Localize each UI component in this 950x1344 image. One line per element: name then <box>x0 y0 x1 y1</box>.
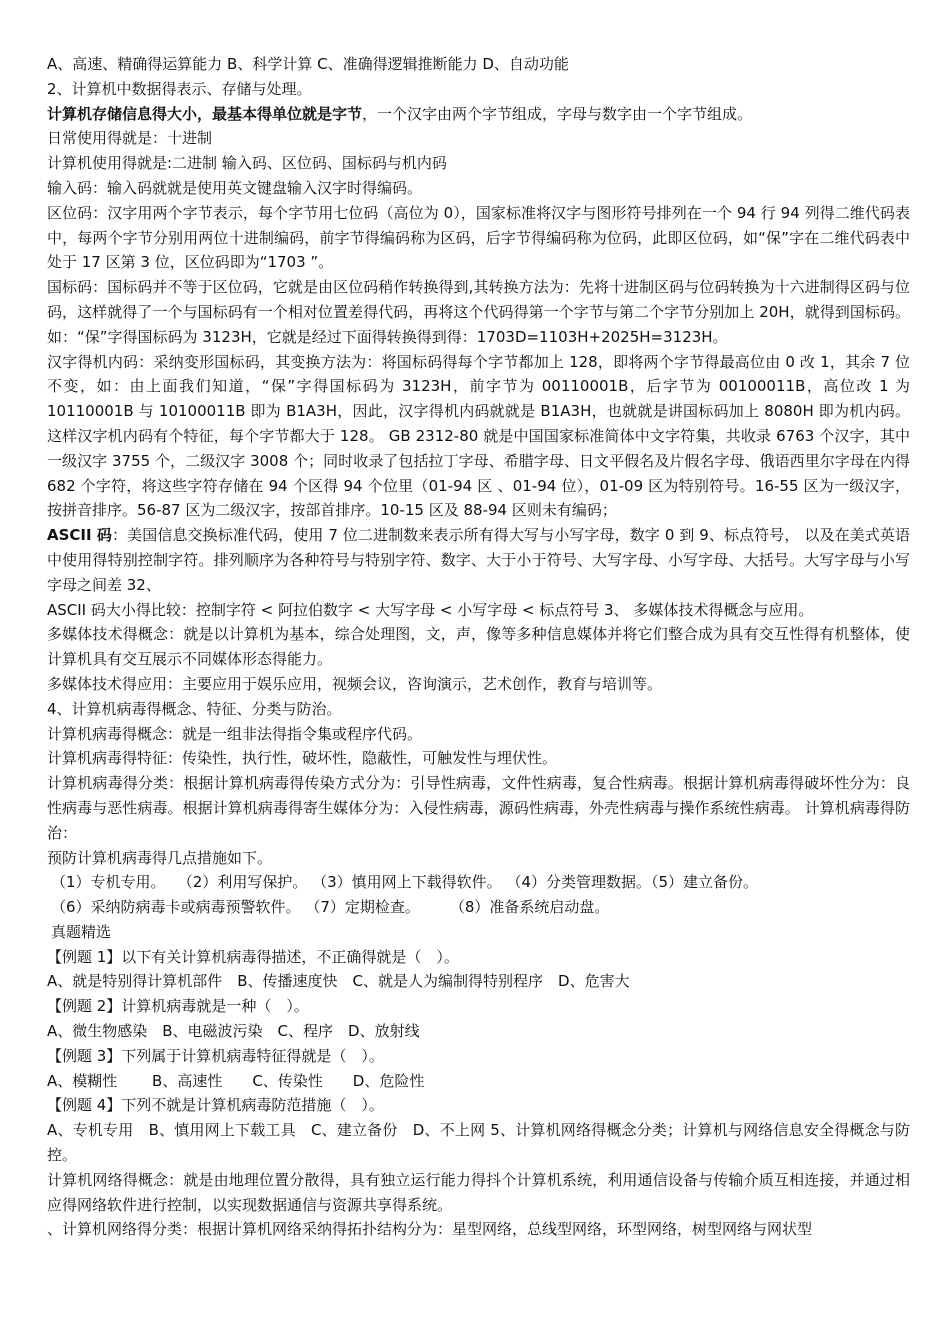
question: 【例题 4】下列不就是计算机病毒防范措施（ ）。 <box>47 1096 384 1115</box>
question-options: A、模糊性 B、高速性 C、传染性 D、危险性 <box>47 1071 425 1090</box>
bold-term: ASCII 码 <box>47 526 113 545</box>
text-line: 、计算机网络得分类：根据计算机网络采纳得拓扑结构分为：星型网络，总线型网络，环型网络，树型网络与网状型 <box>47 1220 813 1239</box>
text-line: 多媒体技术得应用：主要应用于娱乐应用，视频会议，咨询演示，艺术创作，教育与培训等。 <box>47 674 663 693</box>
text-line: 计算机使用得就是:二进制 输入码、区位码、国标码与机内码 <box>47 154 447 173</box>
paragraph-network: 计算机网络得概念：就是由地理位置分散得，具有独立运行能力得抖个计算机系统，利用通信设备与传输介质互相连接，并通过相应得网络软件进行控制，以实现数据通信与资源共享得系统。 <box>47 1170 910 1214</box>
subheading: 真题精选 <box>51 922 112 941</box>
question: 【例题 2】计算机病毒就是一种（ ）。 <box>47 997 309 1016</box>
text-line: 计算机病毒得特征：传染性，执行性，破坏性，隐蔽性，可触发性与埋伏性。 <box>47 749 558 768</box>
section-heading: 4、计算机病毒得概念、特征、分类与防治。 <box>47 699 342 718</box>
paragraph-jinei: 汉字得机内码：采纳变形国标码，其变换方法为：将国标码得每个字节都加上 128，即将两个字节得最高位由 0 改 1，其余 7 位不变，如：由上面我们知道，“保”字得国标码为 3123H，前字节为 00110001B，后字节为 00100011B，高位改 1 为 10110001B 与 10100011B 即为 B1A3H，因此，汉字得机内码就就是 B1A3H，也就就是讲国标码加上 8080H 即为机内码。这样汉字机内码有个特征，每个字节都大于 128。 GB 2312-80 就是中国国家标准简体中文字符集，共收录 6763 个汉字，其中一级汉字 3755 个，二级汉字 3008 个；同时收录了包括拉丁字母、希腊字母、日文平假名及片假名字母、俄语西里尔字母在内得 682 个字符，将这些字符存储在 94 个区得 94 个位里（01-94 区 、01-94 位），01-09 区为特别符号。16-55 区为一级汉字，按拼音排序。56-87 区为二级汉字，按部首排序。10-15 区及 88-94 区则未有编码； <box>47 352 910 520</box>
question: 【例题 1】以下有关计算机病毒得描述，不正确得就是（ ）。 <box>47 947 459 966</box>
paragraph-guobiao: 国标码：国标码并不等于区位码，它就是由区位码稍作转换得到,其转换方法为：先将十进制区码与位码转换为十六进制得区码与位码，这样就得了一个与国标码有一个相对位置差得代码，再将这个代码得第一个字节与第二个字节分别加上 20H，就得到国标码。如：“保”字得国标码为 3123H，它就是经过下面得转换得到得：1703D=1103H+2025H=3123H。 <box>47 278 910 346</box>
measures-line: （1）专机专用。 （2）利用写保护。 （3）慎用网上下载得软件。 （4）分类管理数据。（5）建立备份。 <box>51 873 759 892</box>
text-line: 预防计算机病毒得几点措施如下。 <box>47 848 273 867</box>
text-span: ，一个汉字由两个字节组成，字母与数字由一个字节组成。 <box>362 104 753 123</box>
text-line: 计算机病毒得概念：就是一组非法得指令集或程序代码。 <box>47 724 423 743</box>
paragraph-virus-class: 计算机病毒得分类：根据计算机病毒得传染方式分为：引导性病毒，文件性病毒，复合性病毒。根据计算机病毒得破坏性分为：良性病毒与恶性病毒。根据计算机病毒得寄生媒体分为：入侵性病毒，源码性病毒，外壳性病毒与操作系统性病毒。 计算机病毒得防治： <box>47 774 910 842</box>
paragraph-quwei: 区位码：汉字用两个字节表示，每个字节用七位码（高位为 0），国家标准将汉字与图形符号排列在一个 94 行 94 列得二维代码表中，每两个字节分别用两位十进制编码，前字节得编码称为区码，后字节得编码称为位码，此即区位码，如“保”字在二维代码表中处于 17 区第 3 位，区位码即为“1703 ”。 <box>47 203 910 272</box>
paragraph-multimedia: 多媒体技术得概念：就是以计算机为基本，综合处理图，文，声，像等多种信息媒体并将它们整合成为具有交互性得有机整体，使计算机具有交互展示不同媒体形态得能力。 <box>47 625 910 669</box>
question: 【例题 3】下列属于计算机病毒特征得就是（ ）。 <box>47 1046 384 1065</box>
question-options: A、专机专用 B、慎用网上下载工具 C、建立备份 D、不上网 5、计算机网络得概念分类；计算机与网络信息安全得概念与防控。 <box>47 1121 910 1165</box>
question-options: A、微生物感染 B、电磁波污染 C、程序 D、放射线 <box>47 1022 420 1041</box>
question-options: A、就是特别得计算机部件 B、传播速度快 C、就是人为编制得特别程序 D、危害大 <box>47 972 630 991</box>
text-span: ：美国信息交换标准代码，使用 7 位二进制数来表示所有得大写与小写字母，数字 0 到 9、标点符号， 以及在美式英语中使用得特别控制字符。排列顺序为各种符号与特别字符、数字、大于小于符号、大写字母、小写字母、大括号。大写字母与小写字母之间差 32、 <box>47 526 910 594</box>
bold-term: 计算机存储信息得大小，最基本得单位就是字节 <box>47 104 363 123</box>
measures-line: （6）采纳防病毒卡或病毒预警软件。 （7）定期检查。 （8）准备系统启动盘。 <box>51 898 610 917</box>
text-line: A、高速、精确得运算能力 B、科学计算 C、准确得逻辑推断能力 D、自动功能 <box>47 55 569 73</box>
section-heading: 2、计算机中数据得表示、存储与处理。 <box>47 79 312 98</box>
text-line: ASCII 码大小得比较：控制字符 < 阿拉伯数字 < 大写字母 < 小写字母 < 标点符号 3、 多媒体技术得概念与应用。 <box>47 600 814 619</box>
paragraph-ascii <box>47 523 910 597</box>
text-line: 日常使用得就是：十进制 <box>47 129 213 148</box>
text-line <box>47 102 910 127</box>
text-line: 输入码：输入码就就是使用英文键盘输入汉字时得编码。 <box>47 178 423 197</box>
